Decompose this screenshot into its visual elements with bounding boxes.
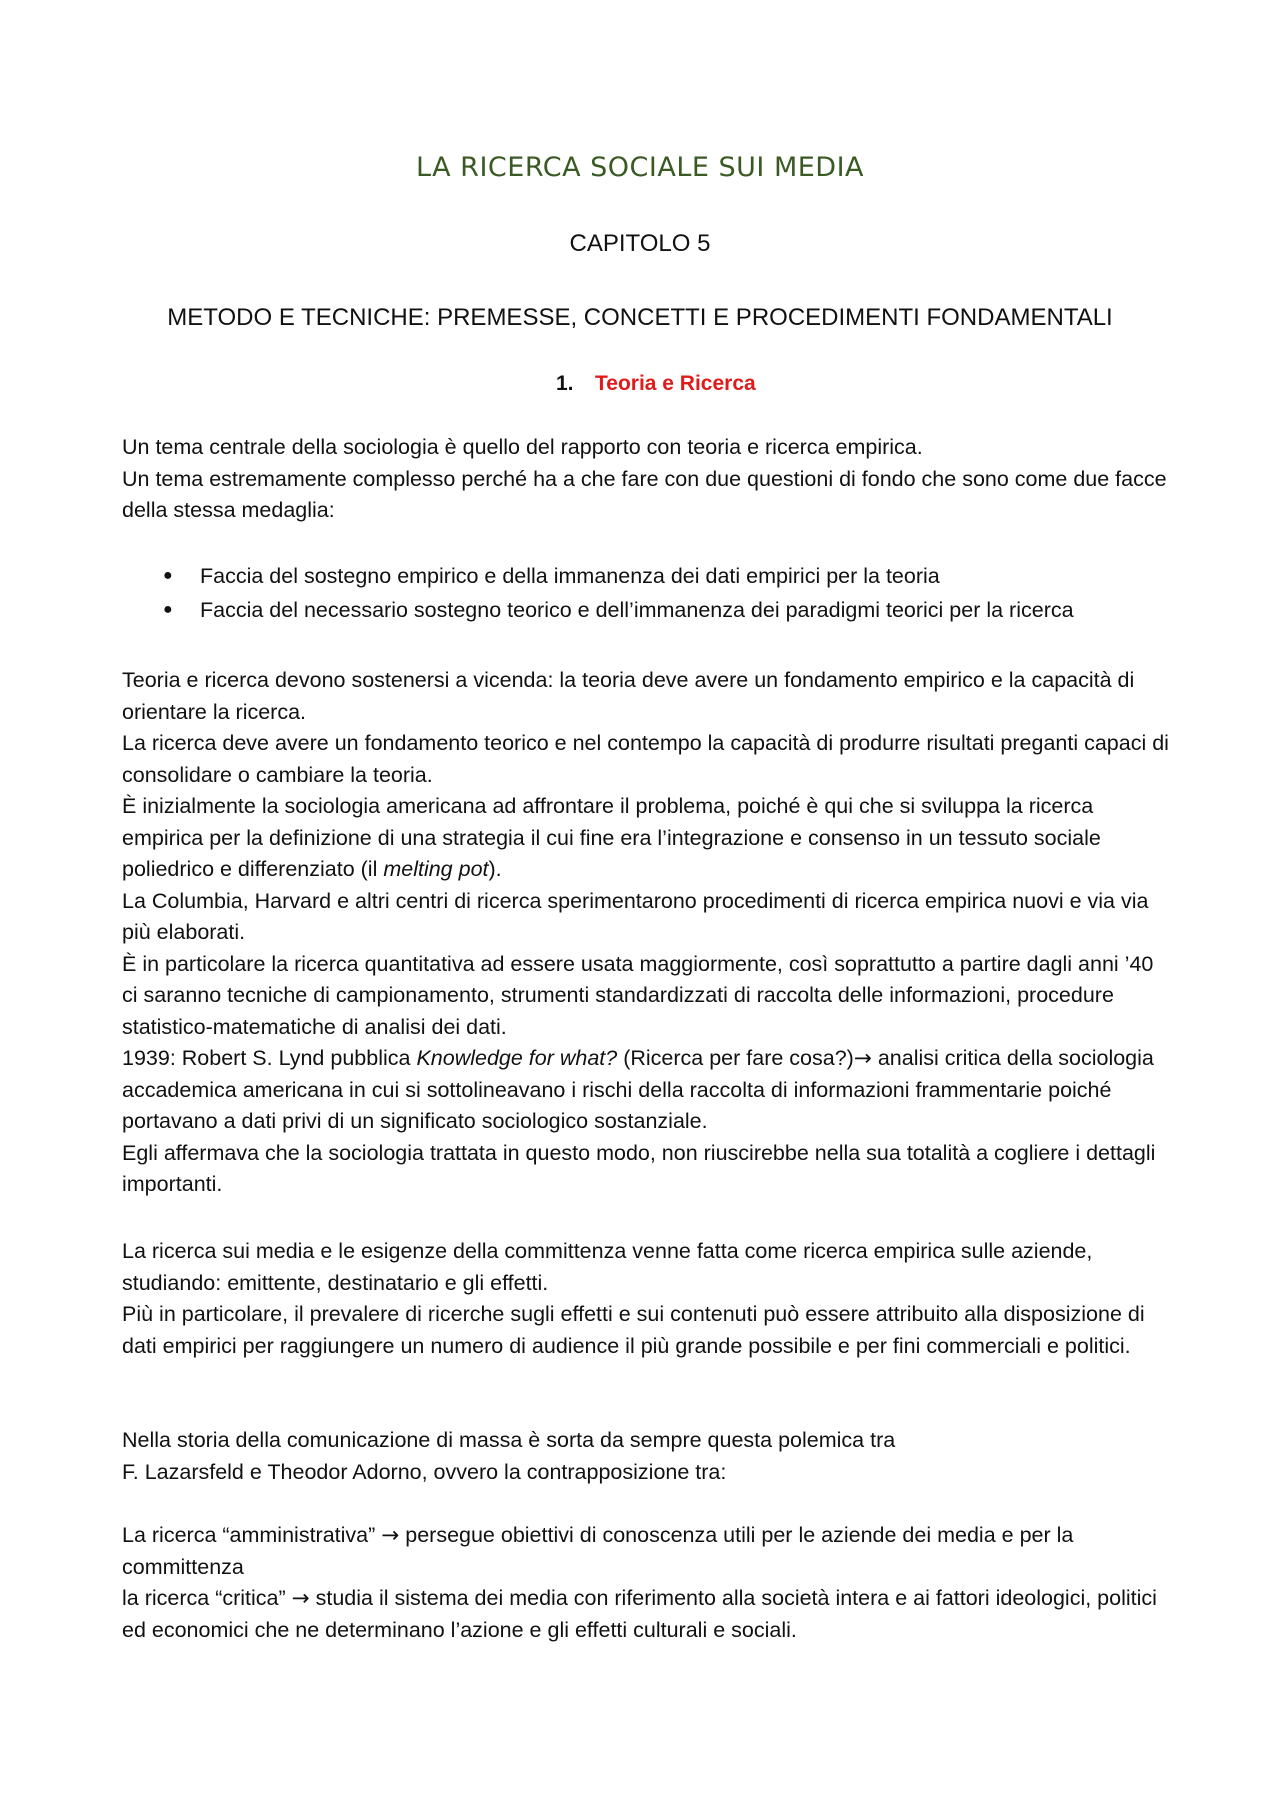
intro-line-2: Un tema estremamente complesso perché ha a che fare con due questioni di fondo che sono come due facce della stessa medaglia: [122,466,1167,522]
paragraph [122,1583,1172,1646]
paragraph [122,791,1172,886]
section-title: Teoria e Ricerca [595,372,756,395]
paragraph: La Columbia, Harvard e altri centri di ricerca sperimentarono procedimenti di ricerca empirica nuovi e via via più elaborati. [122,888,1149,944]
paragraph-text: (Ricerca per fare cosa?) [617,1046,854,1070]
paragraph: È in particolare la ricerca quantitativa ad essere usata maggiormente, così soprattutto a partire dagli anni ’40 ci saranno tecniche di campionamento, strumenti standardizzati di raccolta delle informazioni, procedure statistico-matematiche di analisi dei dati. [122,951,1154,1039]
list-item [122,559,1222,593]
intro-line-1: Un tema centrale della sociologia è quello del rapporto con teoria e ricerca empirica. [122,435,923,459]
paragraph [122,1520,1172,1583]
paragraph-text: 1939: Robert S. Lynd pubblica [122,1046,417,1070]
bullet-icon: ● [163,601,173,618]
paragraph: F. Lazarsfeld e Theodor Adorno, ovvero la contrapposizione tra: [122,1459,727,1484]
paragraph-block-theory-research [122,665,1172,1201]
paragraph-text: studia il sistema dei media con riferimento alla società intera e ai fattori ideologici, politici ed economici che ne determinano l’azione e gli effetti culturali e sociali. [122,1586,1157,1642]
paragraph-text: È inizialmente la sociologia americana ad affrontare il problema, poiché è qui che si sviluppa la ricerca empirica per la definizione di una strategia il cui fine era l’integrazione e consenso in un tessuto sociale poliedrico e differenziato (il [122,794,1101,881]
intro-paragraph [122,432,1172,527]
paragraph: Nella storia della comunicazione di massa è sorta da sempre questa polemica tra [122,1428,896,1452]
paragraph: La ricerca deve avere un fondamento teorico e nel contempo la capacità di produrre risultati preganti capaci di consolidare o cambiare la teoria. [122,731,1169,787]
chapter-label: CAPITOLO 5 [569,230,711,257]
paragraph-text: persegue obiettivi di conoscenza utili per le aziende dei media e per la committenza [122,1523,1074,1579]
paragraph-block-media-research [122,1236,1172,1362]
arrow-right-icon: → [381,1523,400,1548]
book-title: Knowledge for what? [416,1046,618,1070]
list-item-text: Faccia del sostegno empirico e della immanenza dei dati empirici per la teoria [200,564,940,588]
paragraph: Più in particolare, il prevalere di ricerche sugli effetti e sui contenuti può essere attribuito alla disposizione di dati empirici per raggiungere un numero di audience il più grande possibile e per fini commerciali e politici. [122,1302,1145,1358]
paragraph-text: analisi critica della sociologia accademica americana in cui si sottolineavano i rischi della raccolta di informazioni frammentarie poiché portavano a dati privi di un significato sociologico sostanziale. [122,1046,1154,1133]
list-item-text: Faccia del necessario sostegno teorico e dell’immanenza dei paradigmi teorici per la ricerca [200,598,1074,622]
paragraph-text: la ricerca “critica” [122,1586,292,1610]
paragraph-text: La ricerca “amministrativa” [122,1523,382,1547]
paragraph [122,1043,1172,1138]
paragraph: Egli affermava che la sociologia trattata in questo modo, non riuscirebbe nella sua totalità a cogliere i dettagli importanti. [122,1140,1156,1196]
arrow-right-icon: → [291,1586,310,1611]
paragraph: La ricerca sui media e le esigenze della committenza venne fatta come ricerca empirica sulle aziende, studiando: emittente, destinatario e gli effetti. [122,1239,1093,1295]
document-title: LA RICERCA SOCIALE SUI MEDIA [415,152,865,183]
paragraph-block-administrative-critical [122,1520,1172,1646]
paragraph: Teoria e ricerca devono sostenersi a vicenda: la teoria deve avere un fondamento empirico e la capacità di orientare la ricerca. [122,668,1135,724]
chapter-subtitle: METODO E TECNICHE: PREMESSE, CONCETTI E PROCEDIMENTI FONDAMENTALI [167,304,1113,331]
bullet-list [122,559,1222,627]
section-number: 1. [556,372,574,395]
section-heading [556,372,756,396]
list-item [122,593,1222,627]
bullet-icon: ● [163,567,173,584]
paragraph-block-mass-communication [122,1425,1172,1488]
arrow-right-icon: → [853,1046,872,1071]
italic-term: melting pot [383,857,489,881]
paragraph-text: ). [488,857,502,881]
